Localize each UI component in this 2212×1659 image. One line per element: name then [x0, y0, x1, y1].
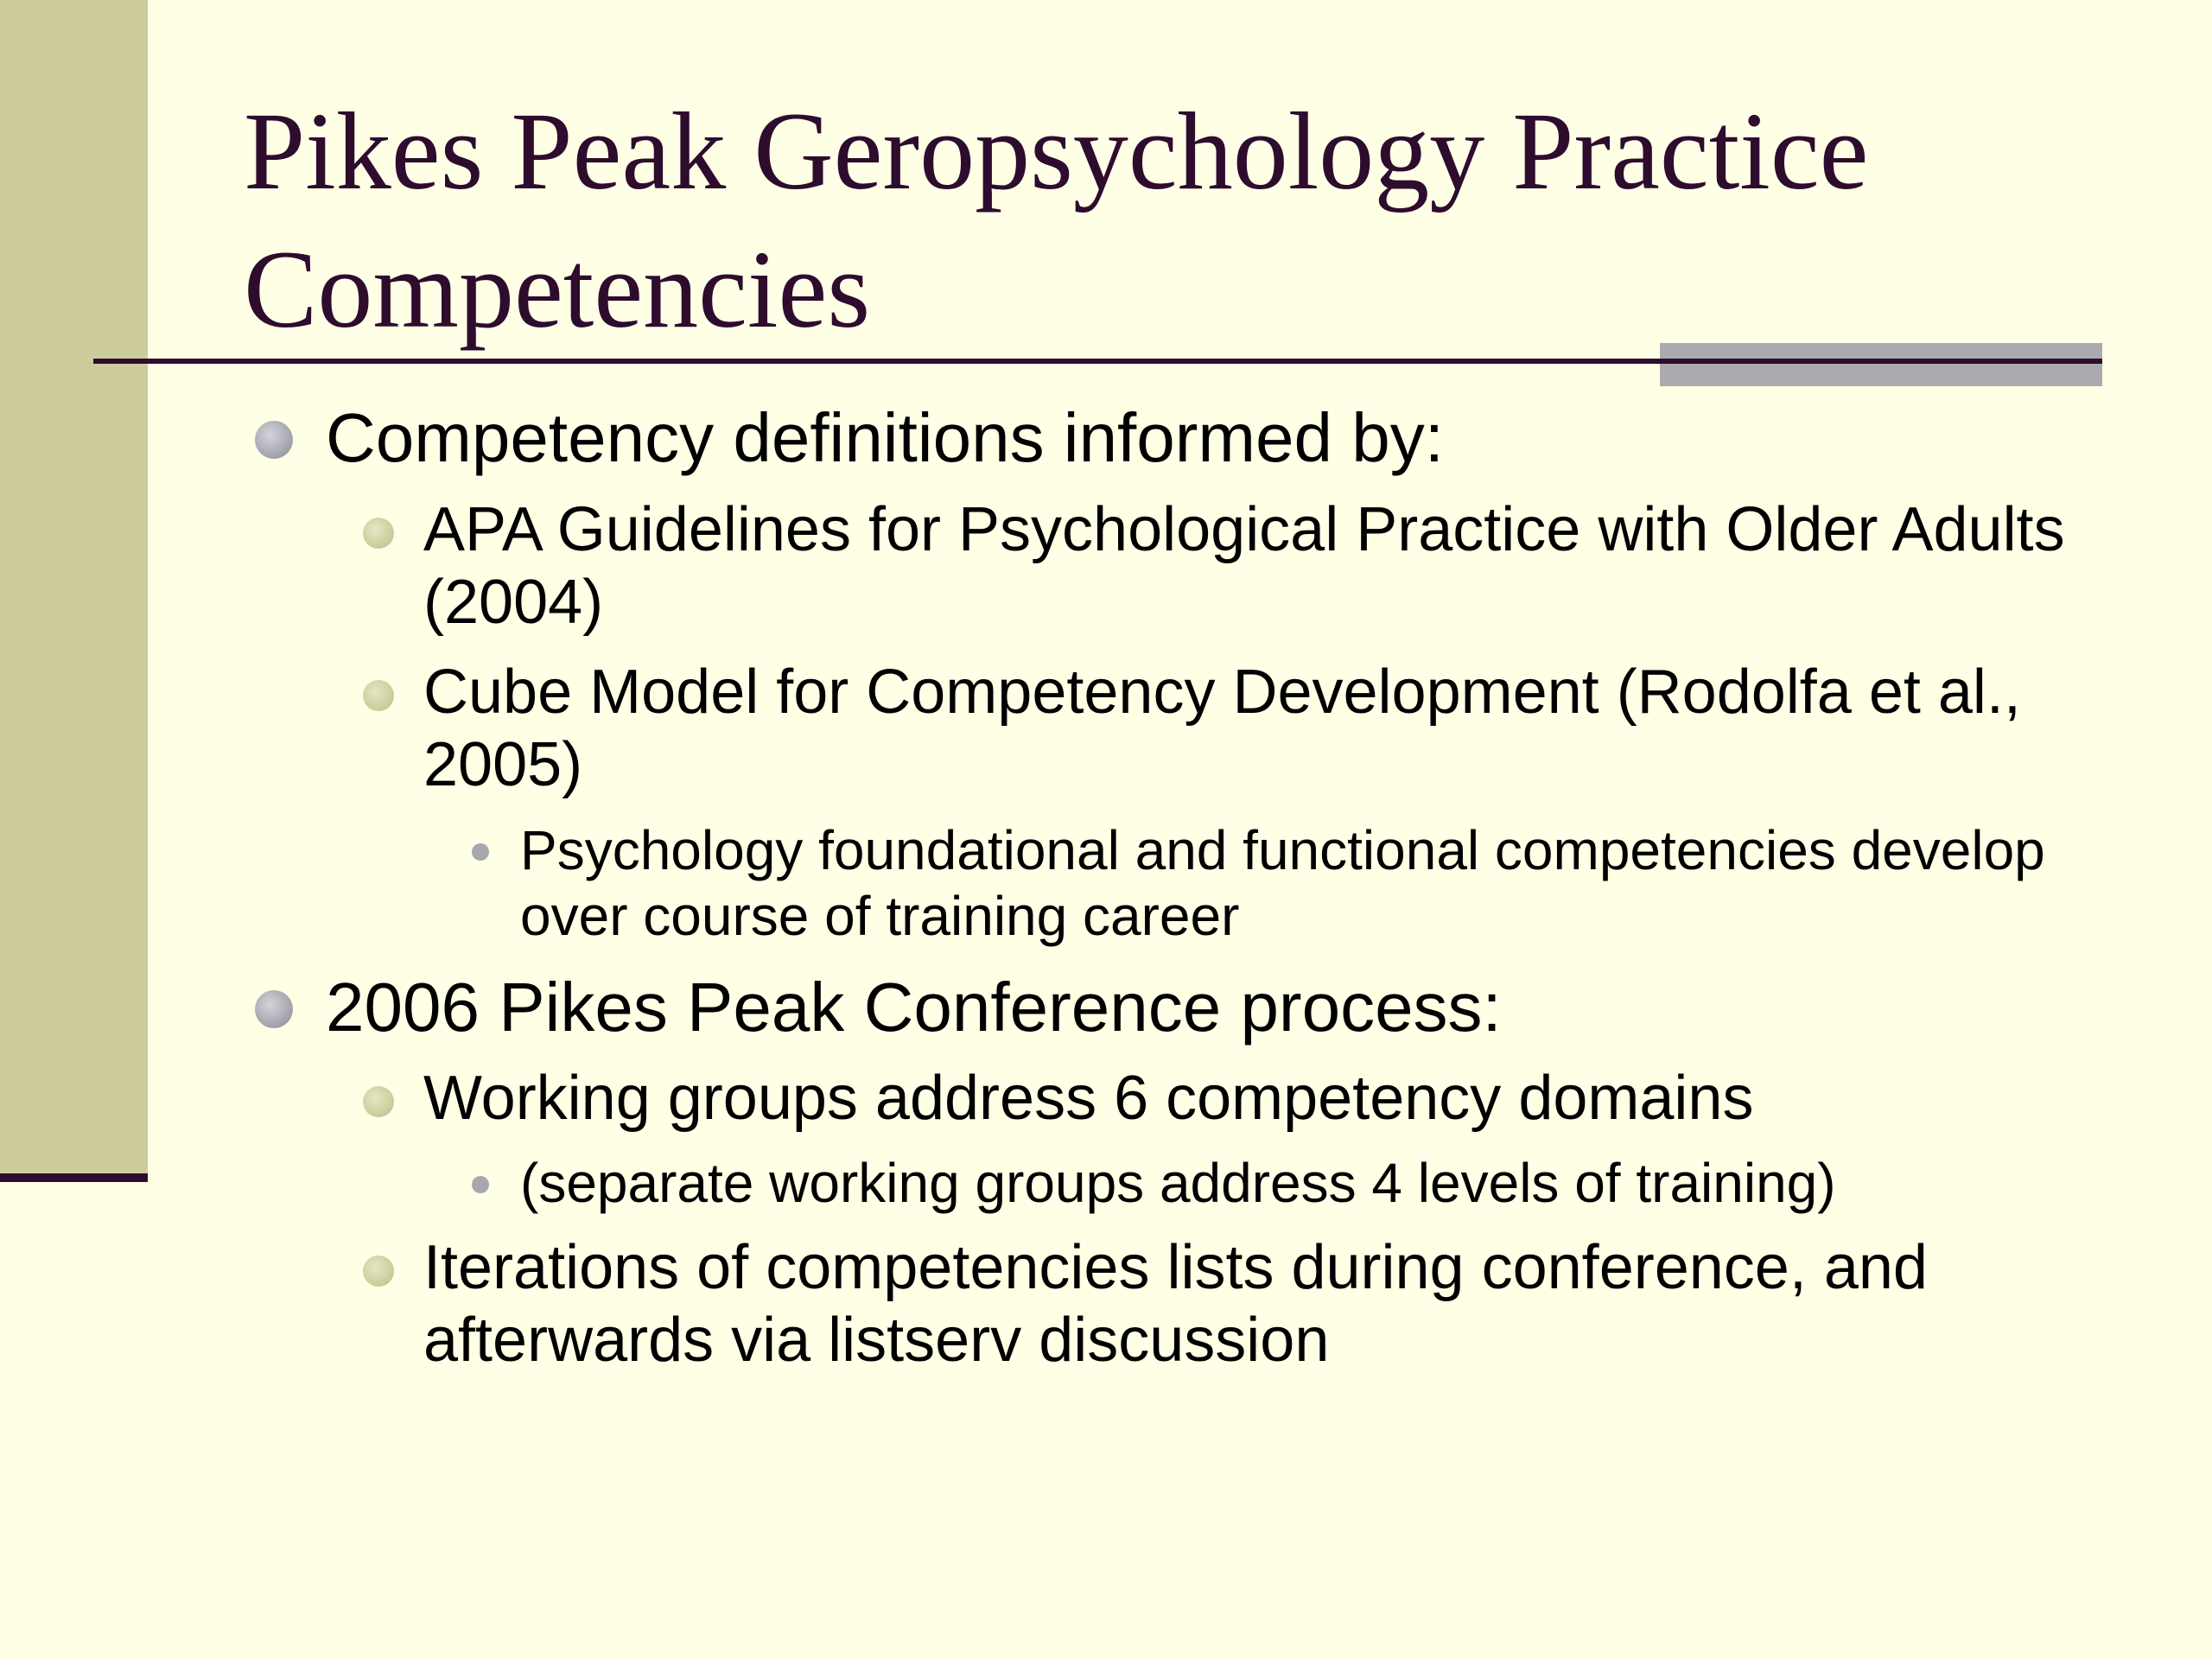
- bullet-item: [520, 817, 2145, 949]
- bullet-item: [423, 656, 2143, 801]
- bullet-item: [423, 1062, 2143, 1135]
- bullet-text: Competency definitions informed by:: [326, 399, 1444, 476]
- bullet-text: Working groups address 6 competency domains: [423, 1064, 1754, 1133]
- bullet-dot-icon: [255, 421, 293, 459]
- bullet-dot-icon: [363, 1086, 394, 1117]
- slide-title: Pikes Peak Geropsychology Practice Competencies: [244, 90, 1869, 351]
- bullet-item: [423, 493, 2143, 639]
- bullet-text: Psychology foundational and functional competencies develop over course of training career: [520, 819, 2045, 947]
- bullet-dot-icon: [472, 843, 489, 861]
- bullet-text: Cube Model for Competency Development (Rodolfa et al., 2005): [423, 658, 2021, 799]
- bullet-dot-icon: [363, 680, 394, 711]
- bullet-dot-icon: [363, 518, 394, 549]
- bullet-item: [326, 969, 2140, 1046]
- bullet-text: APA Guidelines for Psychological Practice with Older Adults (2004): [423, 495, 2065, 637]
- bullet-text: 2006 Pikes Peak Conference process:: [326, 969, 1502, 1046]
- bullet-item: [326, 399, 2140, 477]
- bullet-dot-icon: [472, 1176, 489, 1193]
- bullet-dot-icon: [363, 1255, 394, 1287]
- bullet-item: [520, 1150, 2145, 1216]
- bullet-text: Iterations of competencies lists during conference, and afterwards via listserv discussion: [423, 1233, 1928, 1375]
- bullet-dot-icon: [255, 990, 293, 1028]
- bullet-text: (separate working groups address 4 levels of training): [520, 1152, 1836, 1214]
- bullet-item: [423, 1231, 2143, 1376]
